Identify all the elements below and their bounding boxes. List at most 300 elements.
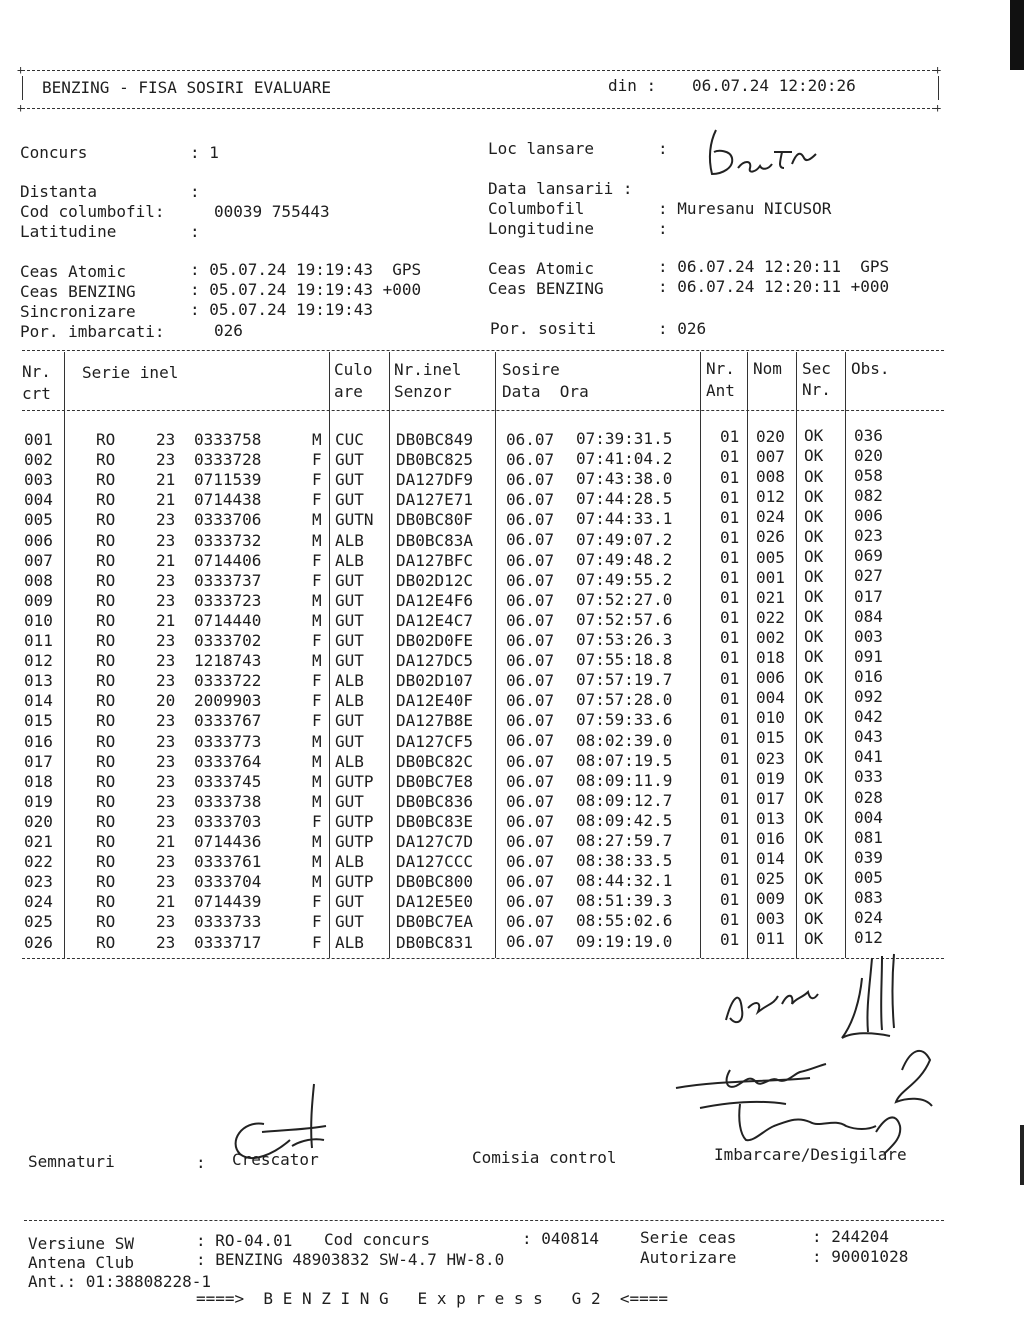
cell-culoare: CUC (335, 430, 364, 449)
cell-sex: F (312, 490, 322, 510)
cell-sec: OK (804, 627, 824, 647)
cell-nom: 006 (756, 668, 785, 688)
cell-nr: 022 (24, 852, 53, 872)
cell-senzor: DB0BC83A (396, 530, 474, 550)
sincronizare-label: Sincronizare (20, 302, 136, 321)
cell-ora: 08:27:59.7 (576, 831, 673, 851)
cell-nom: 001 (756, 567, 785, 587)
cell-an: 23 (156, 731, 176, 751)
cell-nr: 013 (24, 671, 53, 691)
cell-sex: M (312, 510, 322, 530)
serie-ceas-value: : 244204 (812, 1227, 890, 1246)
cell-ant: 01 (720, 889, 740, 909)
cell-inel: 0714438 (194, 490, 262, 510)
distanta-colon: : (190, 182, 200, 201)
cell-culoare: ALB (335, 932, 364, 952)
cell-nr: 008 (24, 570, 53, 590)
cell-an: 23 (156, 791, 176, 811)
cell-ora: 07:49:55.2 (576, 569, 673, 589)
cell-data: 06.07 (506, 691, 555, 711)
ceas-benzing-start: : 05.07.24 19:19:43 +000 (190, 280, 422, 299)
cell-tara: RO (96, 832, 116, 851)
cell-tara: RO (96, 892, 116, 912)
cell-tara: RO (96, 872, 116, 892)
cell-senzor: DB0BC82C (396, 751, 474, 771)
cell-culoare: GUT (335, 892, 364, 912)
data-lansarii-label: Data lansarii : (488, 179, 633, 198)
cell-sex: F (312, 450, 322, 470)
cell-ant: 01 (720, 869, 740, 889)
cell-senzor: DA127E71 (396, 490, 474, 510)
cell-sex: M (312, 731, 322, 751)
cell-sec: OK (804, 466, 824, 486)
cell-culoare: ALB (335, 751, 364, 771)
cell-tara: RO (96, 771, 116, 791)
cell-nr: 009 (24, 590, 53, 610)
cell-tara: RO (96, 510, 116, 530)
cell-tara: RO (96, 430, 116, 449)
cell-culoare: GUT (335, 631, 364, 650)
header-obs: Obs. (851, 359, 890, 378)
autorizare-value: : 90001028 (812, 1247, 909, 1266)
cell-senzor: DA127DF9 (396, 470, 474, 490)
ceas-benzing-end-label: Ceas BENZING (488, 279, 604, 298)
corner-mark: + (17, 101, 25, 115)
serie-ceas-label: Serie ceas (640, 1228, 737, 1247)
cell-culoare: GUT (335, 912, 364, 932)
cell-data: 06.07 (506, 731, 555, 751)
cell-an: 23 (156, 671, 176, 691)
cell-inel: 0333761 (194, 852, 262, 872)
cell-ora: 07:59:33.6 (576, 710, 673, 730)
cell-an: 23 (156, 751, 176, 771)
header-bottom-border (22, 108, 940, 109)
ceas-atomic-end: : 06.07.24 12:20:11 GPS (658, 257, 890, 276)
cell-senzor: DA12E4F6 (396, 590, 474, 610)
cell-nom: 009 (756, 889, 785, 909)
columbofil-label: Columbofil (488, 199, 585, 218)
cell-nom: 002 (756, 627, 785, 647)
cell-sec: OK (804, 506, 824, 526)
cell-sex: F (312, 892, 322, 912)
cell-ora: 07:49:48.2 (576, 549, 673, 569)
header-sec: Sec (802, 359, 831, 378)
cell-ant: 01 (720, 668, 740, 688)
cell-inel: 1218743 (194, 651, 262, 671)
cell-sex: M (312, 530, 322, 550)
cell-culoare: ALB (335, 691, 364, 711)
cell-nom: 013 (756, 808, 785, 828)
cell-senzor: DA12E5E0 (396, 892, 474, 912)
cell-ora: 07:39:31.5 (576, 429, 673, 449)
cell-inel: 0333733 (194, 912, 262, 932)
cell-inel: 0333764 (194, 751, 262, 771)
cell-ant: 01 (720, 427, 740, 447)
por-imbarcati-label: Por. imbarcati: (20, 322, 165, 341)
cell-data: 06.07 (506, 530, 555, 550)
scan-edge (1010, 0, 1024, 70)
cell-obs: 006 (854, 506, 883, 526)
corner-mark: + (934, 63, 942, 77)
cell-nr: 006 (24, 530, 53, 550)
cell-culoare: GUTP (335, 811, 374, 831)
cell-culoare: GUT (335, 651, 364, 671)
cell-inel: 0333702 (194, 631, 262, 650)
cell-tara: RO (96, 631, 116, 650)
table-header-separator (22, 410, 944, 411)
latitudine-label: Latitudine (20, 222, 117, 241)
cell-obs: 023 (854, 526, 883, 546)
cell-sec: OK (804, 928, 824, 948)
cell-nr: 012 (24, 651, 53, 671)
cell-an: 23 (156, 430, 176, 449)
cell-nom: 015 (756, 728, 785, 748)
cell-obs: 082 (854, 486, 883, 506)
latitudine-colon: : (190, 222, 200, 241)
cell-senzor: DB0BC7EA (396, 912, 474, 932)
cell-data: 06.07 (506, 751, 555, 771)
cell-obs: 081 (854, 827, 883, 847)
cell-senzor: DA12E40F (396, 691, 474, 711)
cell-ant: 01 (720, 447, 740, 467)
table-top-border (22, 350, 944, 351)
cell-nom: 026 (756, 527, 785, 547)
cell-sex: F (312, 811, 322, 831)
ceas-benzing-label: Ceas BENZING (20, 282, 136, 301)
cell-obs: 003 (854, 626, 883, 646)
cell-inel: 0333723 (194, 590, 262, 610)
header-sosire: Sosire (502, 360, 560, 379)
cell-inel: 0333737 (194, 570, 262, 590)
cell-inel: 0333732 (194, 530, 262, 550)
cell-sex: F (312, 570, 322, 590)
cell-data: 06.07 (506, 610, 555, 630)
cell-senzor: DB0BC800 (396, 872, 474, 892)
header-data-ora: Data Ora (502, 382, 589, 401)
ceas-atomic-start: : 05.07.24 19:19:43 GPS (190, 260, 422, 279)
cell-senzor: DB0BC831 (396, 932, 474, 952)
cell-nr: 011 (24, 631, 53, 650)
cell-sex: M (312, 430, 322, 449)
cell-ora: 07:52:57.6 (576, 609, 673, 629)
cell-nom: 014 (756, 849, 785, 869)
cell-culoare: GUT (335, 450, 364, 470)
imbarcare-desigilare-label: Imbarcare/Desigilare (714, 1145, 907, 1164)
cell-sec: OK (804, 808, 824, 828)
cell-culoare: ALB (335, 550, 364, 570)
semnaturi-colon: : (196, 1153, 206, 1172)
header-senzor: Senzor (394, 382, 452, 401)
cell-ant: 01 (720, 467, 740, 487)
header-serie-inel: Serie inel (82, 363, 179, 382)
cell-obs: 005 (854, 867, 883, 887)
cell-ant: 01 (720, 608, 740, 628)
cell-senzor: DB0BC80F (396, 510, 474, 530)
cell-data: 06.07 (506, 811, 555, 831)
cell-ant: 01 (720, 507, 740, 527)
cell-an: 23 (156, 771, 176, 791)
cell-sec: OK (804, 486, 824, 506)
antenna-line: Ant.: 01:38808228-1 (28, 1272, 212, 1291)
cell-obs: 042 (854, 707, 883, 727)
cell-ora: 08:09:12.7 (576, 790, 673, 810)
header-crt: crt (22, 384, 51, 403)
cell-ant: 01 (720, 829, 740, 849)
cell-obs: 091 (854, 646, 883, 666)
cell-inel: 0714439 (194, 892, 262, 912)
boarding-signature (670, 1030, 950, 1160)
cell-an: 21 (156, 490, 176, 510)
cell-sex: M (312, 610, 322, 630)
cell-inel: 0333717 (194, 932, 262, 952)
cell-data: 06.07 (506, 892, 555, 912)
cell-senzor: DA127B8E (396, 711, 474, 731)
cell-obs: 069 (854, 546, 883, 566)
cell-tara: RO (96, 912, 116, 932)
cell-obs: 083 (854, 888, 883, 908)
cell-nr: 010 (24, 610, 53, 630)
cell-culoare: GUTP (335, 872, 374, 892)
cell-ant: 01 (720, 769, 740, 789)
cell-senzor: DB0BC83E (396, 811, 474, 831)
cell-nr: 014 (24, 691, 53, 711)
cell-culoare: GUT (335, 711, 364, 731)
cell-data: 06.07 (506, 590, 555, 610)
cell-ora: 07:43:38.0 (576, 469, 673, 489)
cell-inel: 2009903 (194, 691, 262, 711)
cell-nr: 019 (24, 791, 53, 811)
cell-nr: 002 (24, 450, 53, 470)
cell-tara: RO (96, 791, 116, 811)
autorizare-label: Autorizare (640, 1248, 737, 1267)
cell-tara: RO (96, 711, 116, 731)
cell-data: 06.07 (506, 450, 555, 470)
brand-line: ====> B E N Z I N G E x p r e s s G 2 <==== (196, 1289, 669, 1308)
cell-sec: OK (804, 868, 824, 888)
cell-an: 21 (156, 832, 176, 851)
cod-columbofil-value: 00039 755443 (214, 202, 330, 221)
cell-inel: 0333773 (194, 731, 262, 751)
cell-nom: 005 (756, 547, 785, 567)
ceas-atomic-end-label: Ceas Atomic (488, 259, 594, 278)
cell-sex: F (312, 691, 322, 711)
cell-ora: 07:41:04.2 (576, 449, 673, 469)
loc-lansare-label: Loc lansare (488, 139, 594, 158)
cell-obs: 020 (854, 445, 883, 465)
cell-obs: 039 (854, 847, 883, 867)
cell-nom: 010 (756, 708, 785, 728)
crescator-label: Crescator (232, 1150, 319, 1169)
cell-ant: 01 (720, 909, 740, 929)
cell-ora: 07:57:19.7 (576, 670, 673, 690)
cell-sex: M (312, 791, 322, 811)
cell-an: 21 (156, 470, 176, 490)
cell-sex: M (312, 771, 322, 791)
cell-ant: 01 (720, 547, 740, 567)
cell-sec: OK (804, 647, 824, 667)
cell-an: 20 (156, 691, 176, 711)
cell-ora: 07:53:26.3 (576, 630, 673, 650)
cell-nr: 021 (24, 832, 53, 851)
cell-ant: 01 (720, 527, 740, 547)
cell-ora: 08:44:32.1 (576, 871, 673, 891)
cell-an: 21 (156, 550, 176, 570)
cell-sex: M (312, 590, 322, 610)
cell-sex: F (312, 550, 322, 570)
cell-culoare: ALB (335, 671, 364, 691)
cell-sec: OK (804, 687, 824, 707)
cell-inel: 0714406 (194, 550, 262, 570)
cell-tara: RO (96, 590, 116, 610)
header-nr-ant: Nr. (706, 359, 735, 378)
cell-sex: F (312, 671, 322, 691)
header-left-edge (22, 76, 23, 100)
cell-sex: F (312, 470, 322, 490)
cell-ora: 08:55:02.6 (576, 911, 673, 931)
cell-data: 06.07 (506, 912, 555, 932)
cell-obs: 012 (854, 928, 883, 948)
cell-tara: RO (96, 470, 116, 490)
cell-ora: 07:55:18.8 (576, 650, 673, 670)
cell-data: 06.07 (506, 872, 555, 892)
cell-ora: 07:49:07.2 (576, 529, 673, 549)
cell-sec: OK (804, 526, 824, 546)
cell-ora: 08:09:11.9 (576, 770, 673, 790)
cell-obs: 041 (854, 747, 883, 767)
cell-inel: 0333722 (194, 671, 262, 691)
cell-obs: 027 (854, 566, 883, 586)
cell-nom: 025 (756, 869, 785, 889)
cell-an: 21 (156, 610, 176, 630)
cell-nom: 022 (756, 607, 785, 627)
header-ant: Ant (706, 381, 735, 400)
cell-ant: 01 (720, 588, 740, 608)
release-location-handwriting (700, 124, 820, 184)
cell-ant: 01 (720, 929, 740, 949)
cell-culoare: GUTP (335, 771, 374, 791)
cell-obs: 058 (854, 465, 883, 485)
ceas-atomic-label: Ceas Atomic (20, 262, 126, 281)
cell-tara: RO (96, 651, 116, 671)
cell-culoare: GUT (335, 570, 364, 590)
cell-tara: RO (96, 932, 116, 952)
cell-sec: OK (804, 747, 824, 767)
cell-sec: OK (804, 707, 824, 727)
cell-ant: 01 (720, 849, 740, 869)
cell-ant: 01 (720, 748, 740, 768)
cell-inel: 0333745 (194, 771, 262, 791)
cell-ant: 01 (720, 648, 740, 668)
cell-nom: 020 (756, 426, 785, 446)
cell-nom: 012 (756, 487, 785, 507)
cell-senzor: DA127C7D (396, 832, 474, 851)
header-nom: Nom (753, 359, 782, 378)
header-nr: Nr. (22, 362, 51, 381)
cell-ora: 08:07:19.5 (576, 750, 673, 770)
cell-inel: 0333767 (194, 711, 262, 731)
versiune-label: Versiune SW (28, 1234, 134, 1253)
cell-nr: 026 (24, 932, 53, 952)
cell-ora: 07:44:33.1 (576, 509, 673, 529)
comisia-control-label: Comisia control (472, 1148, 617, 1167)
cell-tara: RO (96, 671, 116, 691)
cell-sec: OK (804, 848, 824, 868)
cell-data: 06.07 (506, 470, 555, 490)
cell-culoare: GUTP (335, 832, 374, 851)
cell-ora: 08:51:39.3 (576, 891, 673, 911)
cell-obs: 084 (854, 606, 883, 626)
cell-inel: 0714440 (194, 610, 262, 630)
cell-tara: RO (96, 450, 116, 470)
cell-nr: 004 (24, 490, 53, 510)
cell-sec: OK (804, 768, 824, 788)
cell-sex: M (312, 751, 322, 771)
cell-nom: 019 (756, 768, 785, 788)
cell-inel: 0333706 (194, 510, 262, 530)
cell-tara: RO (96, 490, 116, 510)
cell-ant: 01 (720, 789, 740, 809)
cell-an: 21 (156, 892, 176, 912)
cell-culoare: GUTN (335, 510, 374, 530)
issue-date-value: 06.07.24 12:20:26 (692, 76, 856, 95)
cell-data: 06.07 (506, 429, 555, 449)
header-culoare-1: Culo (334, 360, 373, 379)
por-sositi-value: : 026 (658, 319, 707, 338)
cell-sec: OK (804, 667, 824, 687)
cell-an: 23 (156, 711, 176, 731)
cell-nom: 007 (756, 447, 785, 467)
cell-senzor: DA127CF5 (396, 731, 474, 751)
cell-nom: 018 (756, 648, 785, 668)
cell-data: 06.07 (506, 932, 555, 952)
cell-inel: 0333758 (194, 430, 262, 449)
cell-an: 23 (156, 872, 176, 892)
cell-culoare: GUT (335, 590, 364, 610)
cell-an: 23 (156, 932, 176, 952)
cell-nr: 003 (24, 470, 53, 490)
header-sec-nr: Nr. (802, 380, 831, 399)
cell-an: 23 (156, 811, 176, 831)
header-top-border (22, 70, 940, 71)
cell-ora: 08:38:33.5 (576, 851, 673, 871)
cell-culoare: ALB (335, 530, 364, 550)
antena-value: : BENZING 48903832 SW-4.7 HW-8.0 (196, 1250, 505, 1269)
cell-nr: 001 (24, 430, 53, 449)
cell-obs: 036 (854, 425, 883, 445)
cell-senzor: DA127DC5 (396, 651, 474, 671)
cod-concurs-value: : 040814 (522, 1229, 600, 1248)
cell-obs: 024 (854, 908, 883, 928)
cell-sex: F (312, 932, 322, 952)
cell-obs: 028 (854, 787, 883, 807)
cell-nr: 015 (24, 711, 53, 731)
cell-nom: 004 (756, 688, 785, 708)
cell-ora: 08:02:39.0 (576, 730, 673, 750)
cell-tara: RO (96, 550, 116, 570)
cell-nom: 023 (756, 748, 785, 768)
cod-concurs-label: Cod concurs (324, 1230, 430, 1249)
document-title: BENZING - FISA SOSIRI EVALUARE (42, 78, 331, 97)
cell-obs: 017 (854, 586, 883, 606)
cell-sex: M (312, 872, 322, 892)
cell-ora: 07:52:27.0 (576, 589, 673, 609)
cell-obs: 033 (854, 767, 883, 787)
cell-obs: 092 (854, 687, 883, 707)
cell-an: 23 (156, 912, 176, 932)
cell-senzor: DB0BC836 (396, 791, 474, 811)
cell-obs: 043 (854, 727, 883, 747)
cell-data: 06.07 (506, 510, 555, 530)
